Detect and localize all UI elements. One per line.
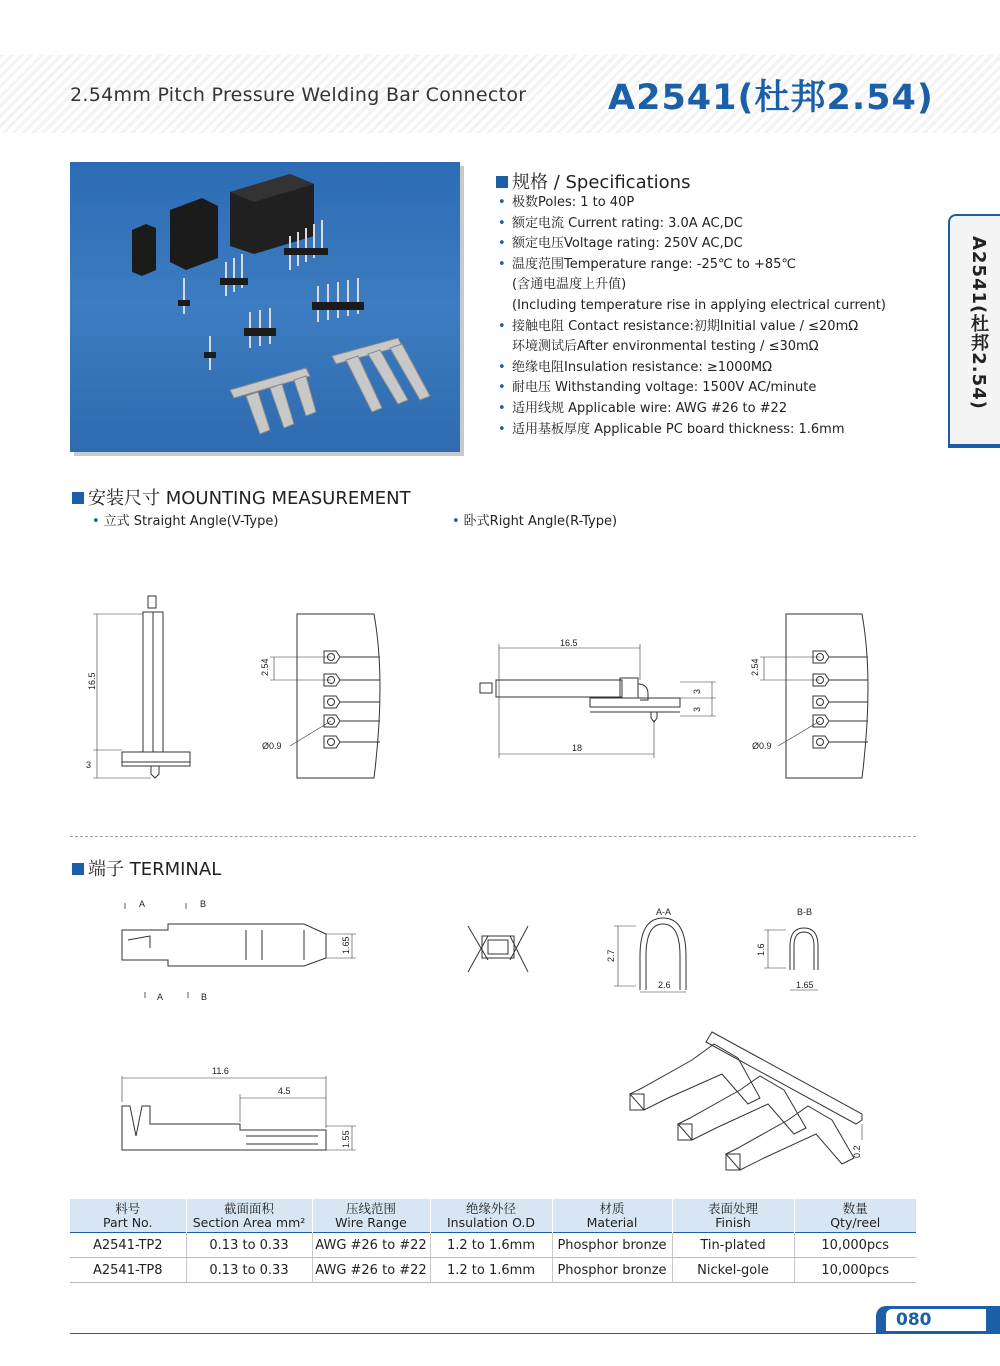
col-header-material: 材质 Material bbox=[552, 1199, 672, 1233]
table-cell: Phosphor bronze bbox=[552, 1233, 672, 1258]
label-aa: A-A bbox=[656, 907, 672, 917]
table-cell: Phosphor bronze bbox=[552, 1258, 672, 1283]
page-number: 080 bbox=[886, 1309, 986, 1331]
v-type-pcb-drawing bbox=[270, 614, 380, 778]
col-header-section-area: 截面面积 Section Area mm² bbox=[186, 1199, 312, 1233]
col-header-wire-range: 压线范围 Wire Range bbox=[312, 1199, 430, 1233]
col-header-part-no: 料号 Part No. bbox=[70, 1199, 186, 1233]
bullet-icon: • bbox=[498, 359, 506, 375]
r-type-pcb-drawing bbox=[760, 614, 868, 778]
terminal-heading bbox=[72, 855, 221, 881]
table-cell: Tin-plated bbox=[672, 1233, 794, 1258]
dim-r-width: 16.5 bbox=[560, 638, 578, 648]
table-cell: Nickel-gole bbox=[672, 1258, 794, 1283]
table-row bbox=[70, 1258, 916, 1283]
bullet-icon: • bbox=[498, 400, 506, 416]
section-divider bbox=[70, 836, 916, 837]
dim-r-hole: Ø0.9 bbox=[752, 741, 772, 751]
r-type-label: • 卧式Right Angle(R-Type) bbox=[452, 514, 618, 529]
col-header-finish: 表面处理 Finish bbox=[672, 1199, 794, 1233]
bullet-icon: • bbox=[452, 514, 460, 529]
table-cell: 1.2 to 1.6mm bbox=[430, 1233, 552, 1258]
bullet-icon: • bbox=[498, 195, 506, 210]
dim-v-pitch: 2.54 bbox=[260, 658, 270, 676]
terminal-section-aa bbox=[614, 918, 686, 992]
spec-item: • 适用线规 Applicable wire: AWG #26 to #22 bbox=[498, 399, 886, 420]
dim-r-total: 18 bbox=[572, 743, 583, 753]
table-cell: A2541-TP2 bbox=[70, 1233, 186, 1258]
label-bb: B-B bbox=[797, 907, 813, 917]
terminal-spec-table bbox=[70, 1199, 916, 1283]
spec-item: • 额定电压Voltage rating: 250V AC,DC bbox=[498, 234, 886, 255]
dim-v-height: 16.5 bbox=[87, 672, 97, 690]
dim-height-bottom: 1.55 bbox=[341, 1130, 351, 1148]
terminal-front-drawing bbox=[468, 926, 528, 972]
header-title: A2541(杜邦2.54) bbox=[608, 78, 934, 118]
bullet-icon: • bbox=[498, 380, 506, 396]
side-tab-label: A2541(杜邦2.54) bbox=[968, 236, 989, 410]
spec-item: • 额定电流 Current rating: 3.0A AC,DC bbox=[498, 214, 886, 235]
dim-height-top: 1.65 bbox=[341, 936, 351, 954]
table-cell: 0.13 to 0.33 bbox=[186, 1258, 312, 1283]
spec-item: • 适用基板厚度 Applicable PC board thickness: 1.6mm bbox=[498, 420, 886, 441]
spec-item: • 极数Poles: 1 to 40P bbox=[498, 193, 886, 214]
v-type-label: • 立式 Straight Angle(V-Type) bbox=[92, 514, 279, 529]
r-type-side-drawing bbox=[480, 644, 716, 758]
spec-item: (Including temperature rise in applying electrical current) bbox=[512, 297, 886, 313]
square-bullet-icon bbox=[72, 863, 84, 875]
dim-a-bottom: A bbox=[157, 992, 164, 1002]
dim-strip-t: 0.2 bbox=[852, 1145, 862, 1158]
bullet-icon: • bbox=[498, 215, 506, 231]
terminal-heading-text: 端子 TERMINAL bbox=[88, 859, 222, 880]
terminal-top-drawing bbox=[122, 903, 356, 998]
dim-length: 11.6 bbox=[212, 1066, 229, 1076]
dim-v-base: 3 bbox=[86, 760, 92, 770]
mounting-heading-text: 安装尺寸 MOUNTING MEASUREMENT bbox=[88, 488, 411, 509]
table-row bbox=[70, 1233, 916, 1258]
spec-item: (含通电温度上升值) bbox=[512, 277, 627, 293]
dim-bb-h: 1.6 bbox=[756, 943, 766, 956]
specifications-heading-text: 规格 / Specifications bbox=[512, 172, 691, 193]
bullet-icon: • bbox=[498, 421, 506, 437]
table-cell: 10,000pcs bbox=[794, 1233, 916, 1258]
table-header-row bbox=[70, 1199, 916, 1233]
dim-r-h2: 3 bbox=[692, 706, 702, 712]
table-cell: A2541-TP8 bbox=[70, 1258, 186, 1283]
dim-b-top: B bbox=[200, 899, 207, 909]
table-cell: 10,000pcs bbox=[794, 1258, 916, 1283]
dim-bb-w: 1.65 bbox=[796, 980, 814, 990]
header-subtitle: 2.54mm Pitch Pressure Welding Bar Connector bbox=[70, 84, 527, 106]
table-cell: 1.2 to 1.6mm bbox=[430, 1258, 552, 1283]
bullet-icon: • bbox=[498, 318, 506, 334]
dim-a-top: A bbox=[139, 899, 146, 909]
page-number-tab bbox=[876, 1306, 1000, 1334]
dim-r-pitch: 2.54 bbox=[750, 658, 760, 676]
spec-item: • 绝缘电阻Insulation resistance: ≥1000MΩ bbox=[498, 358, 886, 379]
col-header-qty: 数量 Qty/reel bbox=[794, 1199, 916, 1233]
dim-b-bottom: B bbox=[201, 992, 208, 1002]
col-header-insulation: 绝缘外径 Insulation O.D bbox=[430, 1199, 552, 1233]
table-cell: AWG #26 to #22 bbox=[312, 1258, 430, 1283]
v-type-side-drawing bbox=[93, 596, 190, 778]
spec-item: • 耐电压 Withstanding voltage: 1500V AC/minute bbox=[498, 378, 886, 399]
spec-item: 环境测试后After environmental testing / ≤30mΩ bbox=[512, 339, 819, 355]
dim-r-h1: 3 bbox=[692, 688, 702, 694]
spec-item: • 接触电阻 Contact resistance:初期Initial value / ≤20mΩ bbox=[498, 317, 886, 338]
bullet-icon: • bbox=[498, 236, 506, 252]
drawing-dimension-labels bbox=[86, 638, 862, 1158]
bullet-icon: • bbox=[92, 514, 100, 529]
bullet-icon: • bbox=[498, 256, 506, 272]
dim-aa-h: 2.7 bbox=[606, 949, 616, 962]
terminal-side-drawing bbox=[122, 1076, 356, 1150]
dim-v-hole: Ø0.9 bbox=[262, 741, 282, 751]
table-cell: 0.13 to 0.33 bbox=[186, 1233, 312, 1258]
dim-aa-w: 2.6 bbox=[658, 980, 671, 990]
table-cell: AWG #26 to #22 bbox=[312, 1233, 430, 1258]
terminal-strip-drawing bbox=[630, 1032, 862, 1170]
dim-partial: 4.5 bbox=[278, 1086, 291, 1096]
spec-item: • 温度范围Temperature range: -25℃ to +85℃ bbox=[498, 255, 886, 276]
page-footer-rule bbox=[70, 1333, 1000, 1334]
